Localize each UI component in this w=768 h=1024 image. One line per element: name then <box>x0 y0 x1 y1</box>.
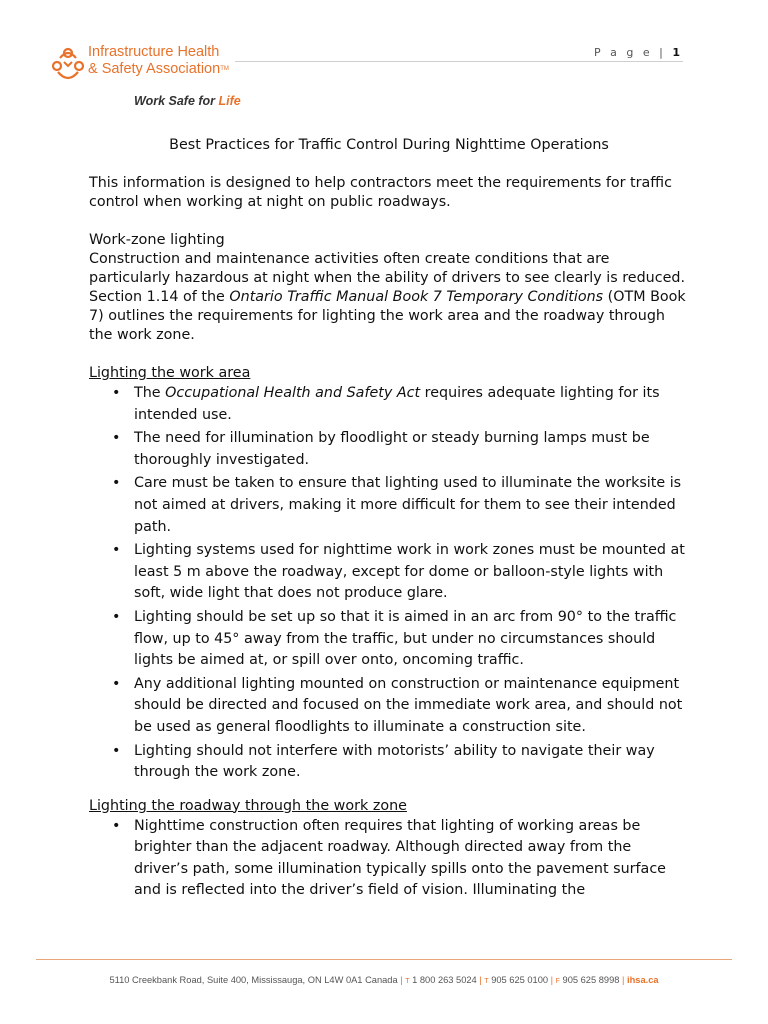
bullet-text: The need for illumination by floodlight or steady burning lamps must be thoroughly investigated. <box>134 430 650 468</box>
intro-paragraph: This information is designed to help contractors meet the requirements for traffic control when working at night on public roadways. <box>89 175 672 210</box>
bullet-icon: • <box>112 675 121 692</box>
footer-phone-tollfree: 1 800 263 5024 <box>409 975 477 985</box>
list-item <box>89 428 689 471</box>
bullet-icon: • <box>112 742 121 759</box>
footer-fax: 905 625 8998 <box>559 975 620 985</box>
phone-label: T <box>405 978 410 985</box>
bullet-icon: • <box>112 385 121 401</box>
fax-label: F <box>555 978 560 985</box>
paragraph-text: Construction and maintenance activities often create conditions that are particularly hazardous at night when the ability of drivers to see clearly is reduced. Section 1.14 of the <box>89 251 685 305</box>
bullet-text: Any additional lighting mounted on construction or maintenance equipment should be directed and focused on the immediate work area, and should not be used as general floodlights to illuminate a construction site. <box>134 675 683 735</box>
footer-separator: | <box>397 975 406 985</box>
bullet-text: Nighttime construction often requires that lighting of working areas be brighter than the adjacent roadway. Although directed away from the driver’s path, some illumination typically spills onto the pavement surface and is reflected into the driver’s field of vision. Illuminating the <box>134 817 666 899</box>
footer-separator: | <box>548 975 556 985</box>
header-divider <box>235 61 683 62</box>
bullet-text: Lighting systems used for nighttime work in work zones must be mounted at least 5 m above the roadway, except for dome or balloon-style lights with soft, wide light that does not produce glare. <box>134 542 685 602</box>
phone-label: T <box>484 978 489 985</box>
logo-tagline <box>134 94 241 108</box>
footer-address: 5110 Creekbank Road, Suite 400, Mississauga, ON L4W 0A1 Canada <box>109 975 398 985</box>
ihsa-logo <box>48 42 248 114</box>
bullet-icon: • <box>112 430 121 447</box>
spacer <box>89 786 689 797</box>
list-item <box>89 741 689 784</box>
bullet-text: The <box>134 385 166 401</box>
list-item <box>89 816 689 902</box>
paragraph-text: (OTM Book 7) outlines the requirements for lighting the work area and the roadway through the work zone. <box>89 289 686 343</box>
bullet-text: requires adequate lighting for its intended use. <box>134 385 660 423</box>
logo-wordmark <box>88 44 229 78</box>
footer-separator: | <box>619 975 628 985</box>
ohsa-reference: Occupational Health and Safety Act <box>165 385 421 401</box>
footer-separator: | <box>476 975 485 985</box>
bullet-text: Lighting should be set up so that it is aimed in an arc from 90° to the traffic flow, up to 45° away from the traffic, but under no circumstances should lights be aimed at, or spill over onto, oncoming traffic. <box>134 608 677 669</box>
otm-reference: Ontario Traffic Manual Book 7 Temporary Conditions <box>229 289 604 305</box>
tagline-prefix: Work Safe for <box>134 94 219 108</box>
footer-contact <box>0 975 768 985</box>
bullet-icon: • <box>112 475 121 492</box>
list-item <box>89 540 689 605</box>
footer-website-link[interactable]: ihsa.ca <box>627 975 659 985</box>
roadway-bullet-list <box>89 816 689 902</box>
page-number: 1 <box>672 46 680 59</box>
tagline-life: Life <box>218 94 241 108</box>
page-label-text: P a g e | <box>594 46 673 59</box>
work-zone-lighting-paragraph <box>89 250 689 345</box>
document-title: Best Practices for Traffic Control During Nighttime Operations <box>169 137 609 153</box>
work-area-bullet-list <box>89 383 689 784</box>
list-item <box>89 674 689 739</box>
subheading-lighting-work-area: Lighting the work area <box>89 365 251 381</box>
page-indicator <box>594 46 680 59</box>
people-circle-logo-icon <box>48 44 88 84</box>
list-item <box>89 607 689 672</box>
bullet-text: Care must be taken to ensure that lighting used to illuminate the worksite is not aimed at drivers, making it more difficult for them to see their intended path. <box>134 475 682 535</box>
footer-phone-local: 905 625 0100 <box>488 975 549 985</box>
logo-line-2: & Safety Association <box>88 61 221 77</box>
bullet-icon: • <box>112 542 121 559</box>
list-item <box>89 383 689 426</box>
subheading-lighting-roadway: Lighting the roadway through the work zone <box>89 797 407 814</box>
document-body <box>89 136 689 904</box>
bullet-icon: • <box>112 817 121 834</box>
logo-line-1: Infrastructure Health <box>88 44 220 60</box>
bullet-icon: • <box>112 608 121 625</box>
bullet-text: Lighting should not interfere with motorists’ ability to navigate their way through the work zone. <box>134 742 655 781</box>
footer-divider <box>36 959 732 960</box>
section-heading-work-zone-lighting: Work-zone lighting <box>89 232 225 248</box>
list-item <box>89 473 689 538</box>
logo-trademark: TM <box>220 66 229 72</box>
